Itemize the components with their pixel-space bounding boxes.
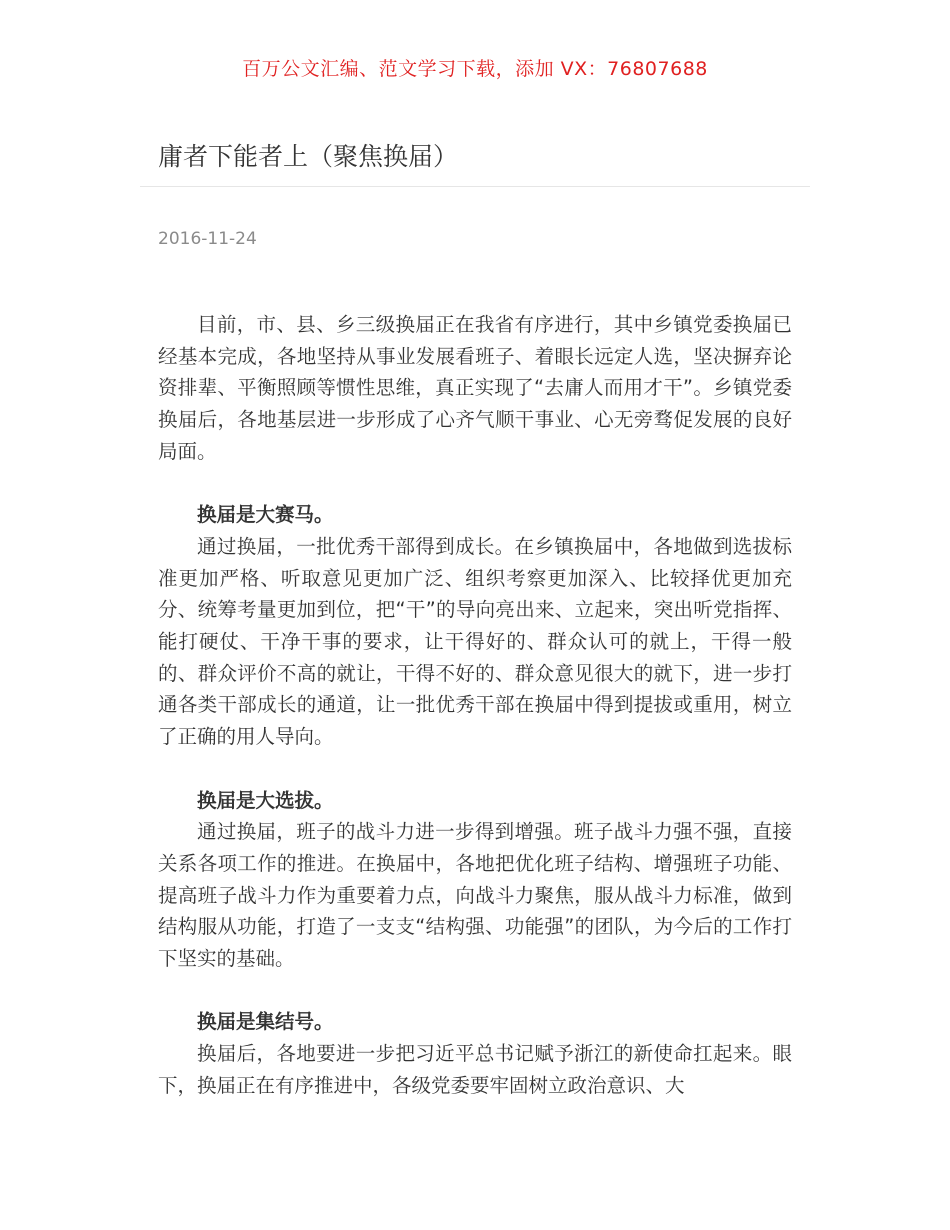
section-paragraph: 通过换届，班子的战斗力进一步得到增强。班子战斗力强不强，直接关系各项工作的推进。在换届中，各地把优化班子结构、增强班子功能、提高班子战斗力作为重要着力点，向战斗力聚焦，服从战斗力标准，做到结构服从功能，打造了一支支“结构强、功能强”的团队，为今后的工作打下坚实的基础。 xyxy=(158,820,792,971)
publish-date: 2016-11-24 xyxy=(158,229,257,249)
article xyxy=(140,130,810,1102)
article-body xyxy=(158,309,792,1102)
section-paragraph: 换届后，各地要进一步把习近平总书记赋予浙江的新使命扛起来。眼下，换届正在有序推进中，各级党委要牢固树立政治意识、大 xyxy=(158,1042,792,1097)
section-heading: 换届是集结号。 xyxy=(197,1010,334,1034)
section-paragraph: 通过换届，一批优秀干部得到成长。在乡镇换届中，各地做到选拔标准更加严格、听取意见更加广泛、组织考察更加深入、比较择优更加充分、统筹考量更加到位，把“干”的导向亮出来、立起来，突出听党指挥、能打硬仗、干净干事的要求，让干得好的、群众认可的就上，干得一般的、群众评价不高的就让，干得不好的、群众意见很大的就下，进一步打通各类干部成长的通道，让一批优秀干部在换届中得到提拔或重用，树立了正确的用人导向。 xyxy=(158,534,792,749)
intro-paragraph: 目前，市、县、乡三级换届正在我省有序进行，其中乡镇党委换届已经基本完成，各地坚持从事业发展看班子、着眼长远定人选，坚决摒弃论资排辈、平衡照顾等惯性思维，真正实现了“去庸人而用才干”。乡镇党委换届后，各地基层进一步形成了心齐气顺干事业、心无旁骛促发展的良好局面。 xyxy=(158,313,792,463)
section-heading: 换届是大赛马。 xyxy=(197,503,334,527)
article-title: 庸者下能者上（聚焦换届） xyxy=(140,130,810,187)
watermark-banner: 百万公文汇编、范文学习下载，添加 VX：76807688 xyxy=(242,58,708,80)
section-heading: 换届是大选拔。 xyxy=(197,788,334,812)
